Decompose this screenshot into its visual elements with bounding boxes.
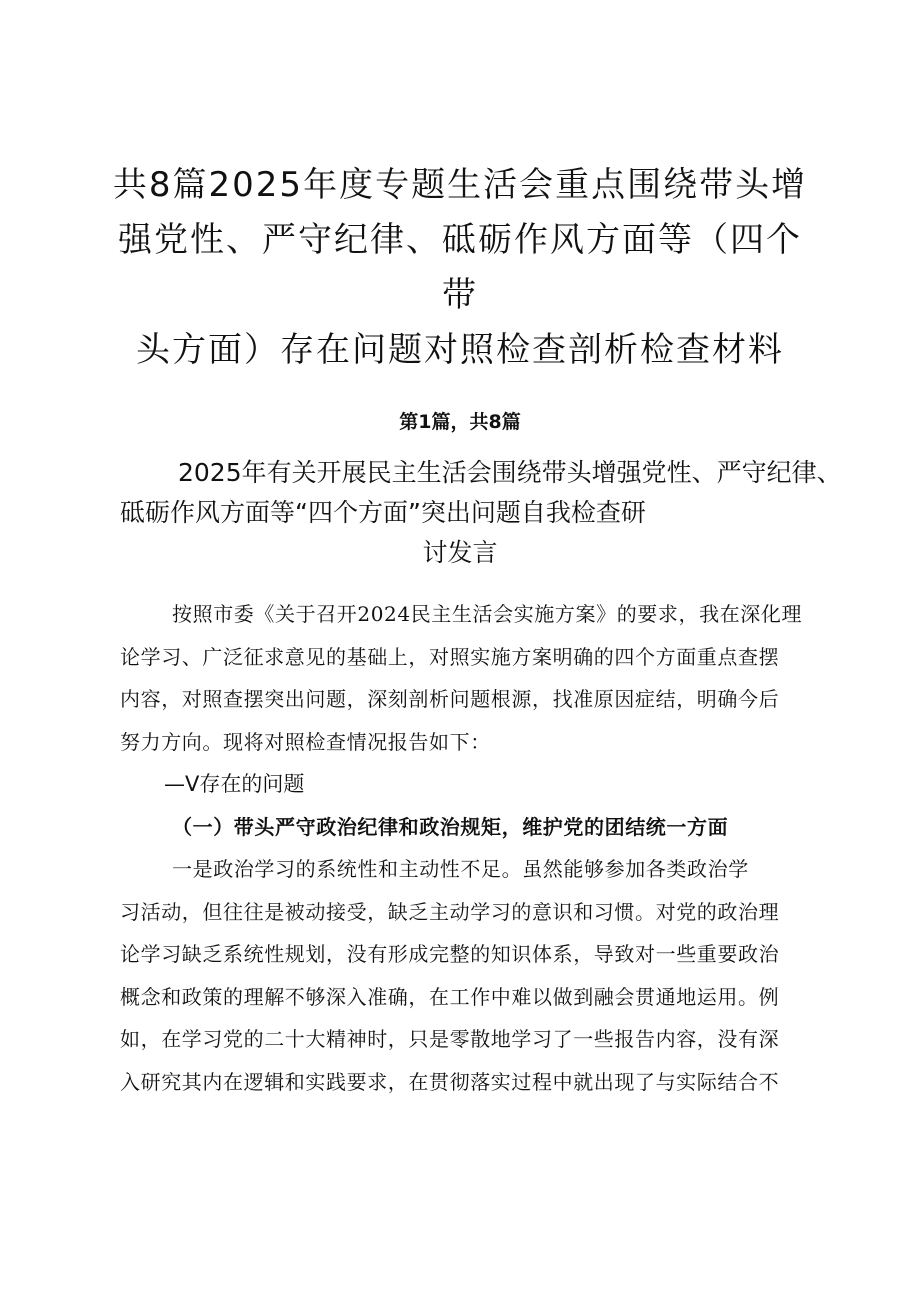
- title-line: 强党性、严守纪律、砥砺作风方面等（四个带: [118, 220, 802, 315]
- part-label: 第1篇，共8篇: [399, 411, 521, 433]
- point-line: 论学习缺乏系统性规划，没有形成完整的知识体系，导致对一些重要政治: [120, 942, 780, 966]
- point-line: 概念和政策的理解不够深入准确，在工作中难以做到融会贯通地运用。例: [120, 984, 780, 1009]
- subtitle: [120, 453, 840, 573]
- intro-line: 内容，对照查摆突出问题，深刻剖析问题根源，找准原因症结，明确今后: [120, 687, 780, 711]
- title-line: 共8篇2025年度专题生活会重点围绕带头增: [112, 165, 808, 205]
- subtitle-line: 讨发言: [422, 538, 498, 567]
- point-line: 一是政治学习的系统性和主动性不足。虽然能够参加各类政治学: [172, 857, 749, 881]
- intro-line: 论学习、广泛征求意见的基础上，对照实施方案明确的四个方面重点查摆: [120, 644, 780, 669]
- subtitle-line: 2025年有关开展民主生活会围绕带头增强党性、严守纪律、: [178, 458, 842, 487]
- sub-heading: （一）带头严守政治纪律和政治规矩，维护党的团结统一方面: [172, 814, 729, 839]
- point-line: 习活动，但往往是被动接受，缺乏主动学习的意识和习惯。对党的政治理: [120, 899, 780, 924]
- point-line: 入研究其内在逻辑和实践要求，在贯彻落实过程中就出现了与实际结合不: [120, 1069, 780, 1094]
- title-line: 头方面）存在问题对照检查剖析检查材料: [136, 330, 784, 370]
- subtitle-line: 砥砺作风方面等“四个方面”突出问题自我检查研: [120, 498, 646, 527]
- intro-line: 按照市委《关于召开2024民主生活会实施方案》的要求，我在深化理: [172, 602, 803, 626]
- section-heading: —V存在的问题: [164, 772, 305, 796]
- document-body: [120, 593, 810, 1103]
- intro-line: 努力方向。现将对照检查情况报告如下：: [120, 729, 491, 754]
- document-title: [110, 158, 810, 378]
- point-line: 如，在学习党的二十大精神时，只是零散地学习了一些报告内容，没有深: [120, 1027, 780, 1051]
